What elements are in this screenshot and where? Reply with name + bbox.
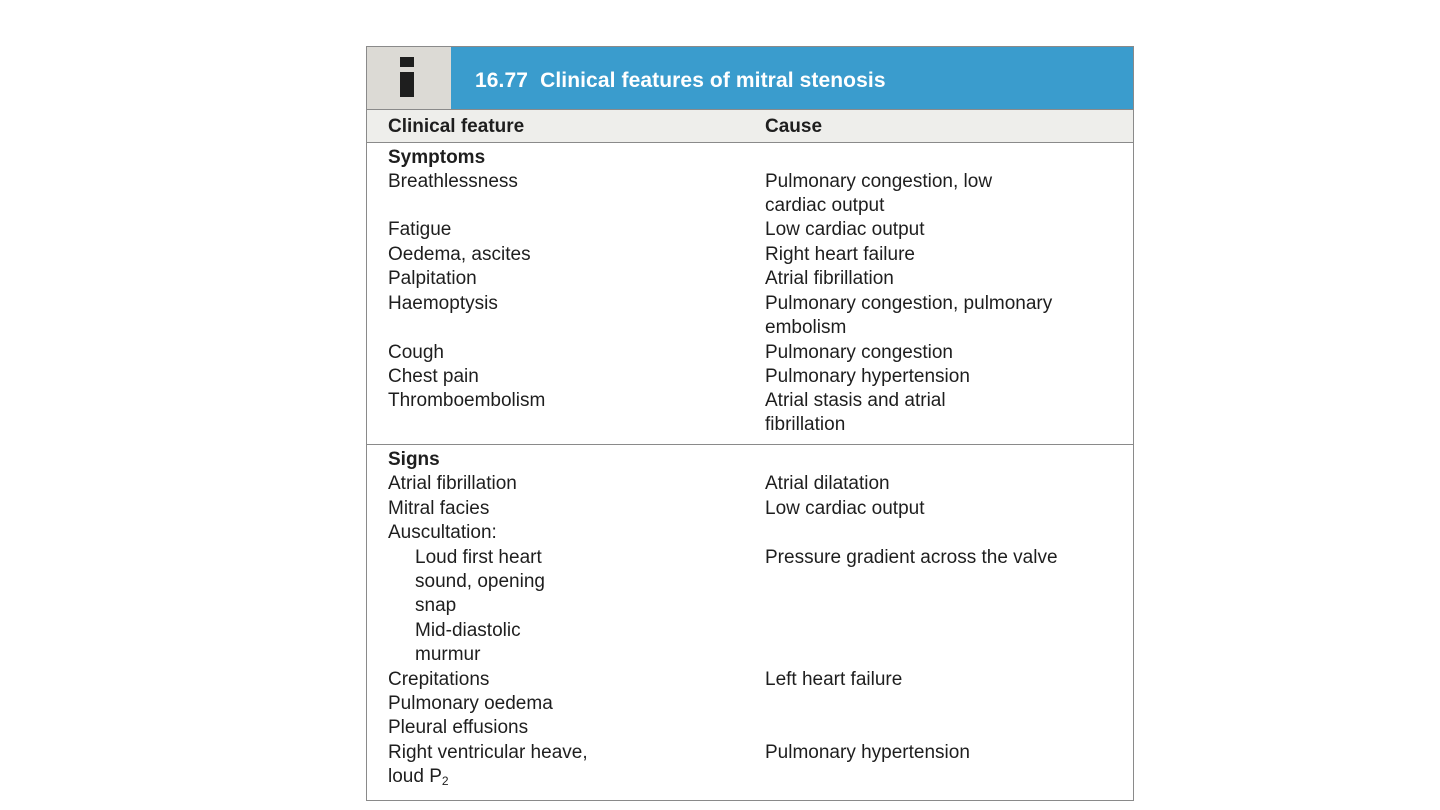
- feature-line: loud $P_2$: [388, 766, 449, 789]
- feature-cell: [388, 668, 718, 741]
- feature-line: Crepitations: [388, 668, 490, 690]
- cause-cell: Pulmonary hypertension: [765, 366, 970, 387]
- table-title-text: Clinical features of mitral stenosis: [540, 69, 886, 92]
- feature-line: snap: [415, 595, 457, 617]
- info-tab: [367, 47, 451, 109]
- cause-cell: [765, 389, 1125, 438]
- feature-cell: Thromboembolism: [388, 390, 546, 411]
- feature-line: Right ventricular heave,: [388, 742, 588, 763]
- feature-cell: Chest pain: [388, 366, 479, 387]
- feature-cell: Oedema, ascites: [388, 243, 531, 265]
- signs-section: [367, 448, 1133, 798]
- column-header-feature: Clinical feature: [388, 116, 525, 137]
- feature-cell: Palpitation: [388, 268, 477, 289]
- cause-cell: [765, 170, 1125, 219]
- feature-cell: Fatigue: [388, 219, 452, 240]
- feature-line: Pleural effusions: [388, 717, 529, 739]
- cause-line: embolism: [765, 316, 847, 338]
- cause-cell: Atrial dilatation: [765, 473, 890, 494]
- feature-line: Pulmonary oedema: [388, 692, 553, 714]
- cause-cell: Pulmonary hypertension: [765, 742, 970, 763]
- feature-cell: Haemoptysis: [388, 292, 498, 314]
- feature-line: sound, opening: [415, 570, 545, 592]
- info-table: [366, 46, 1134, 801]
- cause-cell: Low cardiac output: [765, 497, 925, 519]
- feature-cell: [388, 741, 718, 790]
- feature-cell: Auscultation:: [388, 522, 497, 543]
- feature-line: Loud first heart: [415, 546, 542, 568]
- feature-cell: Atrial fibrillation: [388, 473, 517, 494]
- feature-line: Mid-diastolic: [415, 619, 521, 641]
- cause-cell: [765, 292, 1125, 341]
- cause-cell: Pressure gradient across the valve: [765, 546, 1058, 568]
- symptoms-heading: Symptoms: [388, 147, 486, 168]
- cause-line: Atrial stasis and atrial: [765, 390, 946, 411]
- feature-cell: Breathlessness: [388, 171, 518, 192]
- cause-cell: Atrial fibrillation: [765, 268, 894, 289]
- cause-line: Pulmonary congestion, pulmonary: [765, 292, 1053, 314]
- cause-cell: Right heart failure: [765, 243, 915, 265]
- column-header-cause: Cause: [765, 116, 823, 137]
- cause-line: cardiac output: [765, 195, 885, 217]
- info-i-icon: [400, 57, 414, 97]
- feature-line: murmur: [415, 644, 481, 666]
- cause-line: Pulmonary congestion, low: [765, 171, 993, 192]
- symptoms-section: [367, 146, 1133, 445]
- table-number: 16.77: [475, 69, 529, 92]
- cause-line: fibrillation: [765, 414, 846, 436]
- table-header: [367, 47, 1133, 110]
- cause-cell: Pulmonary congestion: [765, 341, 953, 363]
- table-title: [475, 68, 886, 94]
- signs-heading: Signs: [388, 449, 440, 470]
- feature-cell: [415, 546, 615, 668]
- cause-cell: Low cardiac output: [765, 219, 925, 240]
- feature-cell: Cough: [388, 341, 444, 363]
- feature-cell: Mitral facies: [388, 497, 490, 519]
- cause-cell: Left heart failure: [765, 668, 903, 690]
- column-headers: [367, 110, 1133, 143]
